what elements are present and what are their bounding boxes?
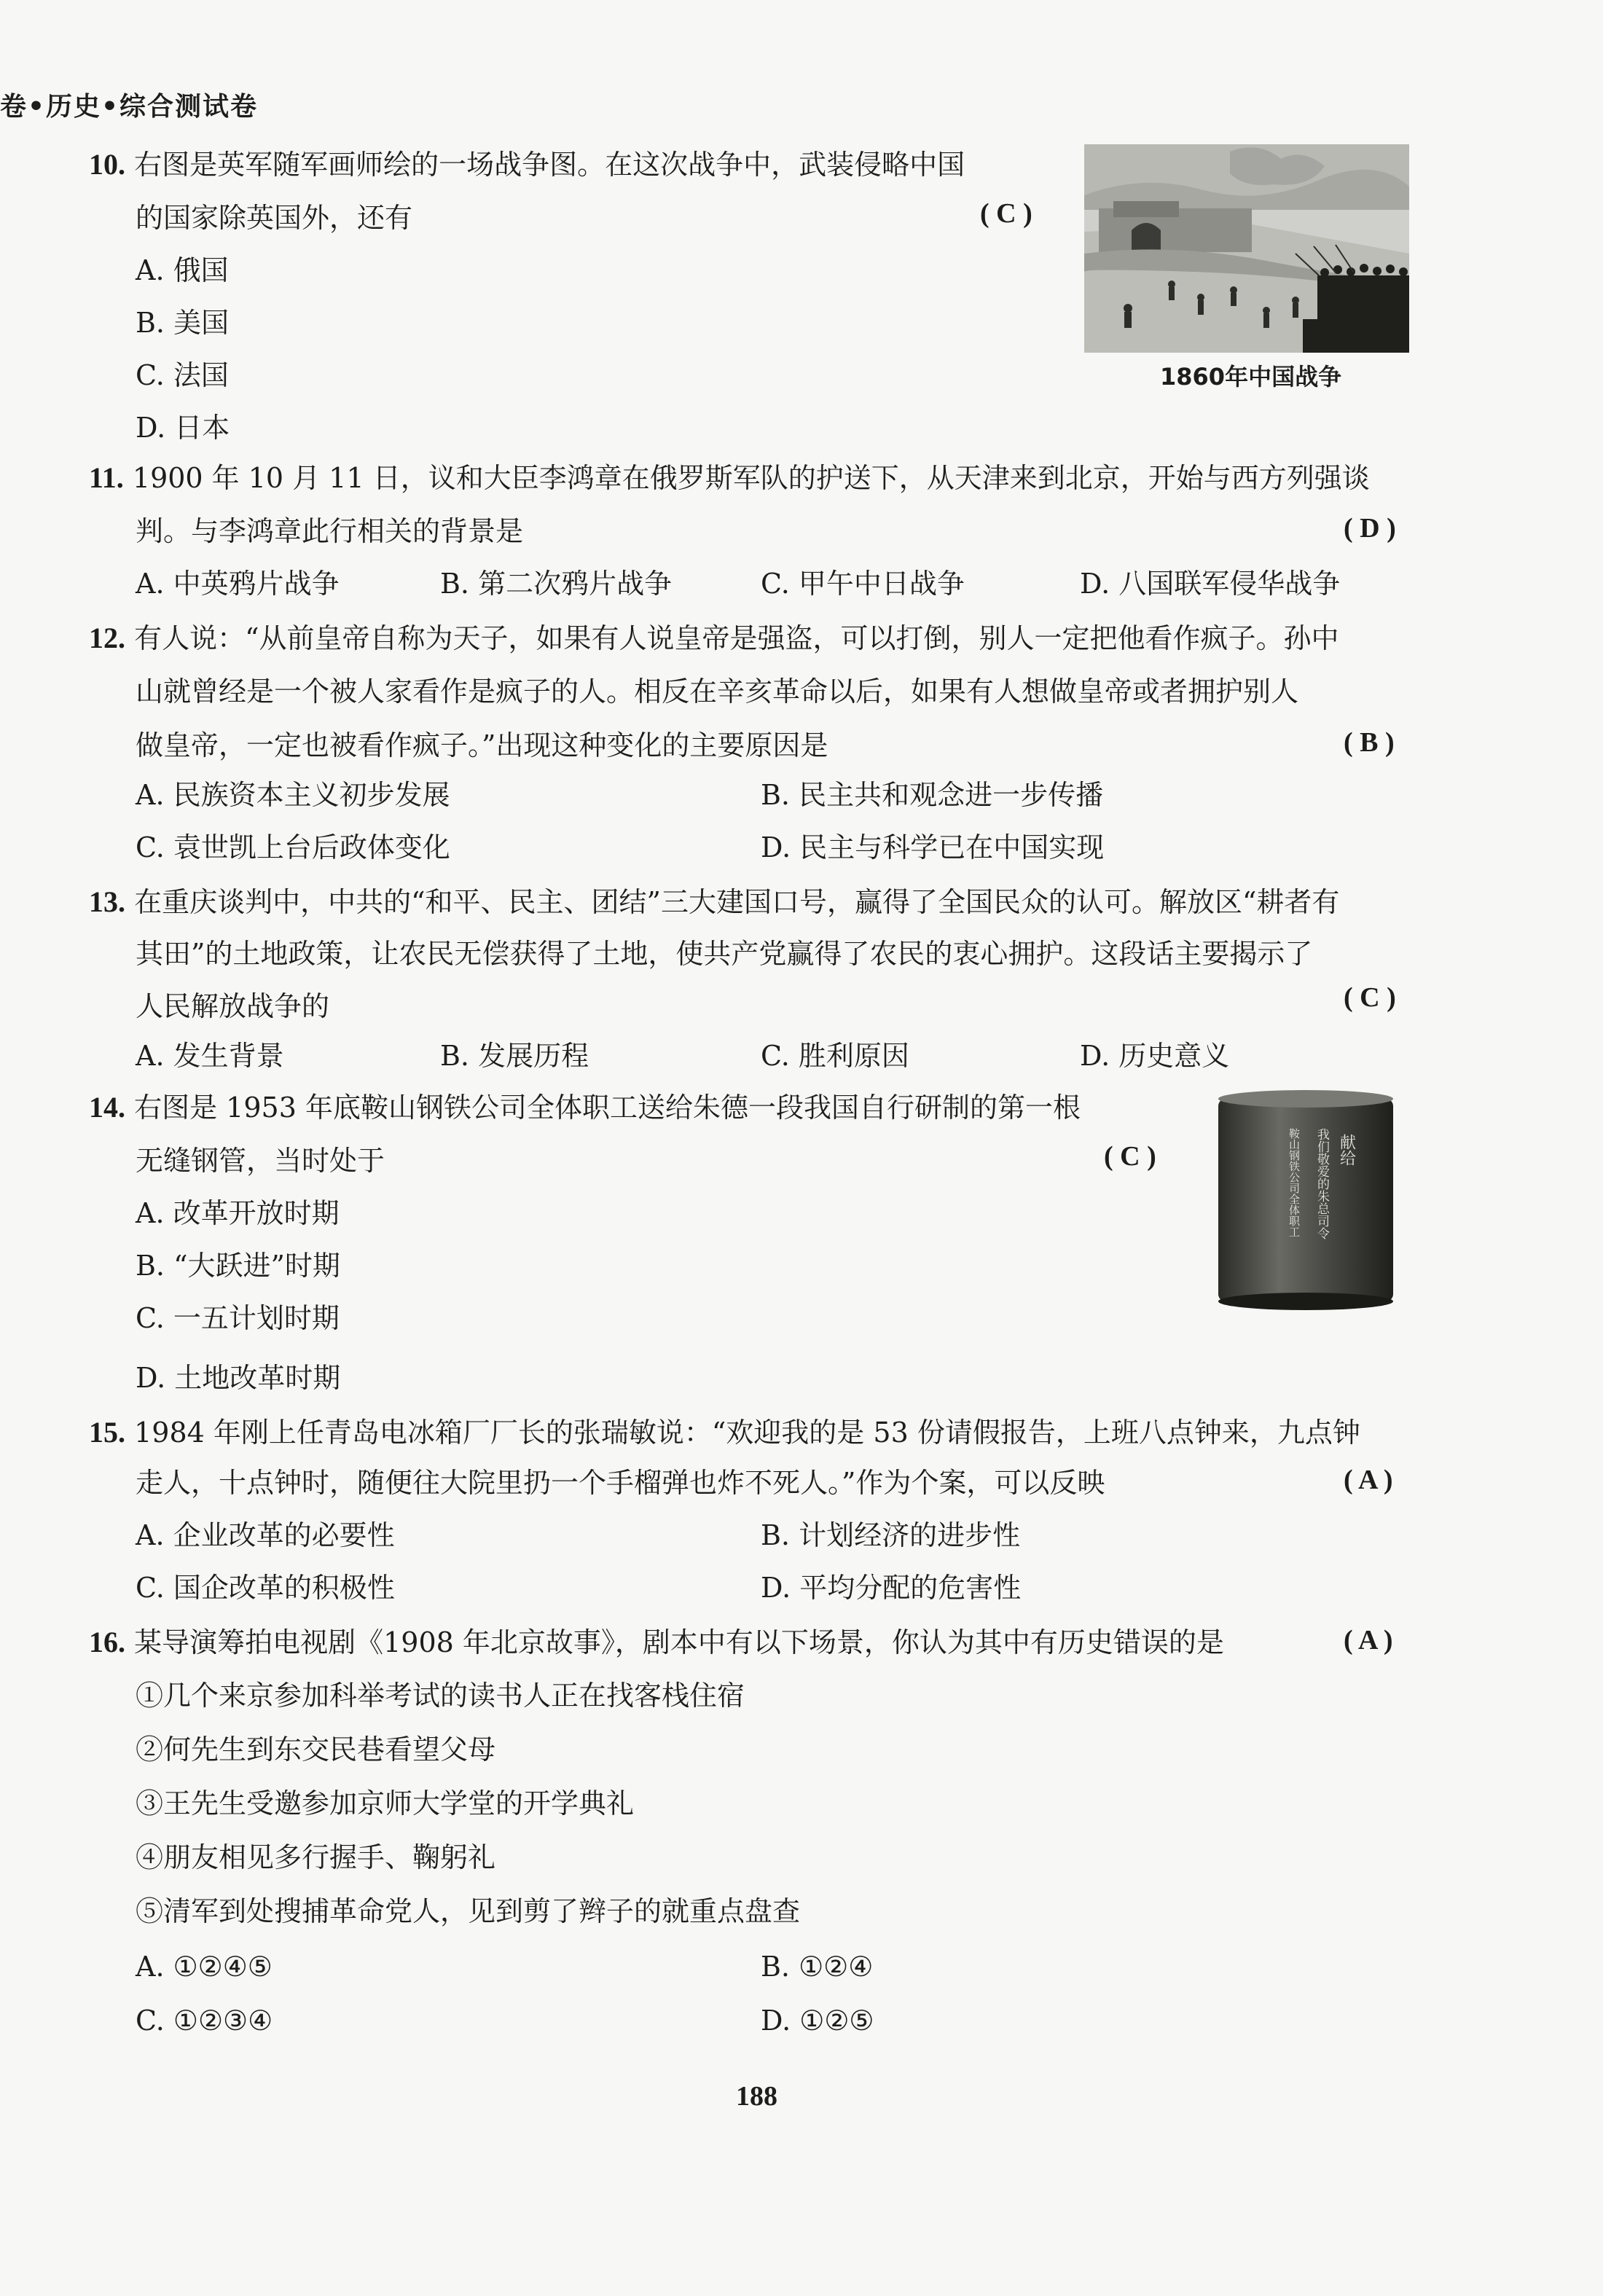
question-16-scene-4: ④朋友相见多行握手、鞠躬礼 bbox=[136, 1841, 496, 1873]
question-13-answer: ( C ) bbox=[1344, 982, 1396, 1013]
question-14-option-a: A. 改革开放时期 bbox=[136, 1197, 340, 1229]
question-16-option-d: D. ①②⑤ bbox=[761, 2005, 874, 2037]
question-13-option-c: C. 胜利原因 bbox=[761, 1040, 909, 1072]
steel-pipe-image bbox=[1218, 1090, 1393, 1310]
question-16-scene-3: ③王先生受邀参加京师大学堂的开学典礼 bbox=[136, 1787, 635, 1819]
war-illustration-image bbox=[1084, 144, 1409, 353]
question-14-text-2: 无缝钢管，当时处于 bbox=[136, 1145, 385, 1177]
question-15-answer: ( A ) bbox=[1344, 1465, 1393, 1495]
question-10-line-1 bbox=[89, 150, 965, 179]
question-14-option-b: B. “大跃进”时期 bbox=[136, 1250, 340, 1282]
question-12-number: 12. bbox=[89, 622, 125, 654]
question-10-option-d: D. 日本 bbox=[136, 412, 230, 444]
question-15-option-c: C. 国企改革的积极性 bbox=[136, 1572, 395, 1604]
question-10-text-2: 的国家除英国外，还有 bbox=[136, 202, 413, 234]
pipe-inscription-dedication: 献给 bbox=[1337, 1134, 1356, 1166]
question-14-option-c: C. 一五计划时期 bbox=[136, 1302, 340, 1334]
pipe-inscription-recipient: 我们敬爱的朱总司令 bbox=[1314, 1128, 1329, 1239]
question-12-answer: ( B ) bbox=[1344, 727, 1395, 758]
question-10-text-1: 右图是英军随军画师绘的一场战争图。在这次战争中，武装侵略中国 bbox=[134, 149, 965, 181]
question-12-line-1 bbox=[89, 624, 1339, 653]
question-11-option-a: A. 中英鸦片战争 bbox=[136, 568, 340, 600]
question-10-option-a: A. 俄国 bbox=[136, 254, 229, 286]
question-12-text-3: 做皇帝，一定也被看作疯子。”出现这种变化的主要原因是 bbox=[136, 729, 828, 761]
question-11-text-2: 判。与李鸿章此行相关的背景是 bbox=[136, 515, 524, 547]
question-10-number: 10. bbox=[89, 148, 125, 181]
question-11-option-d: D. 八国联军侵华战争 bbox=[1080, 568, 1341, 600]
question-14-option-d: D. 土地改革时期 bbox=[136, 1362, 341, 1394]
question-12-option-c: C. 袁世凯上台后政体变化 bbox=[136, 831, 450, 863]
question-16-scene-1: ①几个来京参加科举考试的读书人正在找客栈住宿 bbox=[136, 1680, 745, 1712]
question-16-option-c: C. ①②③④ bbox=[136, 2005, 273, 2037]
question-16-option-a: A. ①②④⑤ bbox=[136, 1951, 273, 1983]
question-15-number: 15. bbox=[89, 1416, 125, 1449]
question-12-text-1: 有人说：“从前皇帝自称为天子，如果有人说皇帝是强盗，可以打倒，别人一定把他看作疯子。孙中 bbox=[134, 622, 1339, 654]
question-14-answer: ( C ) bbox=[1104, 1141, 1156, 1172]
question-13-option-d: D. 历史意义 bbox=[1080, 1040, 1230, 1072]
question-10-answer: ( C ) bbox=[980, 198, 1032, 229]
page-header: 卷•历史•综合测试卷 bbox=[0, 92, 259, 122]
question-11-line-1 bbox=[89, 463, 1370, 493]
question-16-line-1 bbox=[89, 1628, 1224, 1657]
question-15-option-a: A. 企业改革的必要性 bbox=[136, 1519, 395, 1551]
question-14-line-1 bbox=[89, 1093, 1081, 1122]
question-13-text-1: 在重庆谈判中，中共的“和平、民主、团结”三大建国口号，赢得了全国民众的认可。解放区“耕者有 bbox=[134, 886, 1340, 918]
question-10-option-b: B. 美国 bbox=[136, 307, 230, 339]
pipe-inscription-donor: 鞍山钢铁公司全体职工 bbox=[1288, 1128, 1301, 1237]
question-15-text-2: 走人，十点钟时，随便往大院里扔一个手榴弹也炸不死人。”作为个案，可以反映 bbox=[136, 1467, 1105, 1499]
question-12-option-b: B. 民主共和观念进一步传播 bbox=[761, 779, 1104, 811]
page-number: 188 bbox=[736, 2081, 777, 2112]
question-16-scene-2: ②何先生到东交民巷看望父母 bbox=[136, 1733, 496, 1766]
question-13-number: 13. bbox=[89, 885, 125, 918]
question-11-number: 11. bbox=[89, 461, 124, 494]
question-16-number: 16. bbox=[89, 1626, 125, 1658]
question-13-text-2: 其田”的土地政策，让农民无偿获得了土地，使共产党赢得了农民的衷心拥护。这段话主要揭示了 bbox=[136, 938, 1313, 970]
question-14-text-1: 右图是 1953 年底鞍山钢铁公司全体职工送给朱德一段我国自行研制的第一根 bbox=[134, 1092, 1081, 1124]
question-11-text-1: 1900 年 10 月 11 日，议和大臣李鸿章在俄罗斯军队的护送下，从天津来到北京，开始与西方列强谈 bbox=[132, 462, 1370, 494]
question-11-option-b: B. 第二次鸦片战争 bbox=[440, 568, 673, 600]
question-12-option-a: A. 民族资本主义初步发展 bbox=[136, 779, 450, 811]
question-11-option-c: C. 甲午中日战争 bbox=[761, 568, 965, 600]
question-16-answer: ( A ) bbox=[1344, 1625, 1393, 1656]
question-13-line-1 bbox=[89, 885, 1340, 918]
question-16-option-b: B. ①②④ bbox=[761, 1951, 874, 1983]
question-12-text-2: 山就曾经是一个被人家看作是疯子的人。相反在辛亥革命以后，如果有人想做皇帝或者拥护别人 bbox=[136, 675, 1299, 708]
question-10-option-c: C. 法国 bbox=[136, 359, 229, 391]
question-14-number: 14. bbox=[89, 1091, 125, 1124]
war-illustration-caption: 1860年中国战争 bbox=[1160, 363, 1342, 391]
question-15-option-d: D. 平均分配的危害性 bbox=[761, 1572, 1022, 1604]
question-15-line-1 bbox=[89, 1418, 1360, 1447]
question-13-option-b: B. 发展历程 bbox=[440, 1040, 589, 1072]
question-13-text-3: 人民解放战争的 bbox=[136, 990, 330, 1022]
question-15-text-1: 1984 年刚上任青岛电冰箱厂厂长的张瑞敏说：“欢迎我的是 53 份请假报告，上班八点钟来，九点钟 bbox=[134, 1417, 1360, 1449]
question-16-text-1: 某导演筹拍电视剧《1908 年北京故事》，剧本中有以下场景，你认为其中有历史错误的是 bbox=[134, 1626, 1224, 1658]
question-13-option-a: A. 发生背景 bbox=[136, 1040, 284, 1072]
question-15-option-b: B. 计划经济的进步性 bbox=[761, 1519, 1021, 1551]
question-11-answer: ( D ) bbox=[1344, 513, 1396, 544]
question-16-scene-5: ⑤清军到处搜捕革命党人，见到剪了辫子的就重点盘查 bbox=[136, 1895, 801, 1927]
question-12-option-d: D. 民主与科学已在中国实现 bbox=[761, 831, 1105, 863]
